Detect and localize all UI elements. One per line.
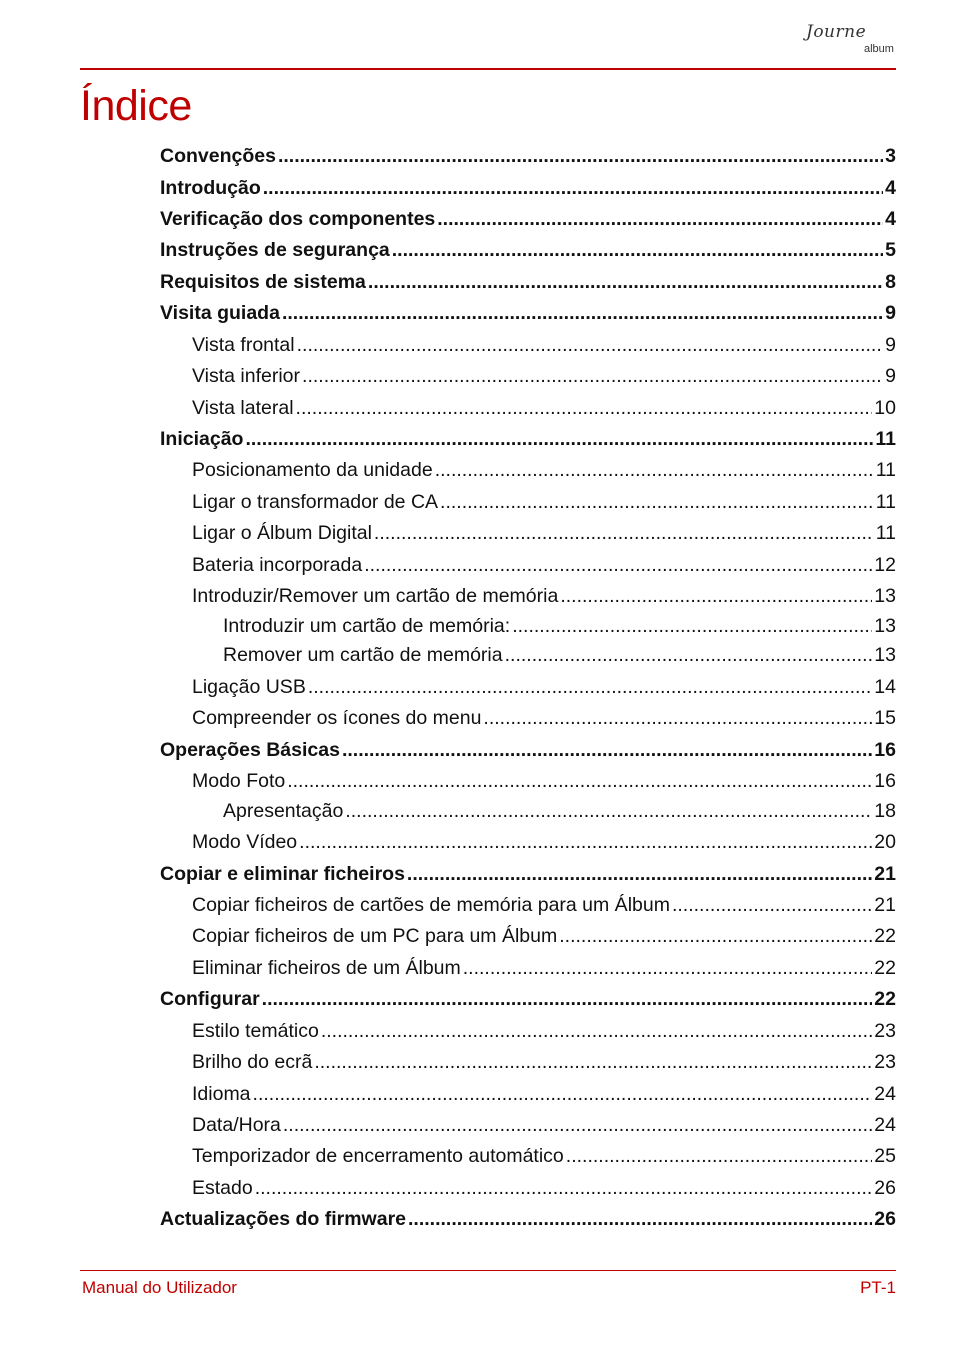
- toc-dot-leader: [408, 1207, 872, 1231]
- toc-entry-page: 18: [874, 800, 896, 822]
- toc-entry[interactable]: [192, 1019, 896, 1043]
- toc-entry-title: Compreender os ícones do menu: [192, 707, 482, 729]
- toc-entry[interactable]: [192, 924, 896, 948]
- toc-entry-page: 4: [885, 208, 896, 230]
- toc-entry-page: 26: [874, 1208, 896, 1230]
- toc-entry[interactable]: [160, 301, 896, 325]
- toc-entry-page: 22: [874, 957, 896, 979]
- toc-entry[interactable]: [192, 675, 896, 699]
- page-title: Índice: [80, 82, 192, 130]
- toc-entry-page: 21: [874, 894, 896, 916]
- toc-entry-title: Actualizações do firmware: [160, 1208, 406, 1230]
- toc-entry-page: 15: [874, 707, 896, 729]
- footer-page-number: PT-1: [860, 1278, 896, 1297]
- toc-dot-leader: [262, 987, 873, 1011]
- toc-dot-leader: [253, 1082, 873, 1106]
- toc-entry-page: 23: [874, 1020, 896, 1042]
- toc-entry-title: Operações Básicas: [160, 739, 340, 761]
- toc-dot-leader: [321, 1019, 872, 1043]
- toc-entry-page: 11: [875, 428, 896, 450]
- toc-entry-title: Temporizador de encerramento automático: [192, 1145, 564, 1167]
- toc-entry-title: Vista frontal: [192, 334, 295, 356]
- toc-entry-page: 24: [874, 1083, 896, 1105]
- toc-entry-page: 16: [874, 739, 896, 761]
- toc-entry[interactable]: [192, 956, 896, 980]
- toc-entry-title: Vista lateral: [192, 397, 294, 419]
- toc-entry-page: 23: [874, 1051, 896, 1073]
- toc-entry-title: Remover um cartão de memória: [223, 644, 503, 666]
- toc-dot-leader: [374, 521, 874, 545]
- toc-entry-title: Visita guiada: [160, 302, 280, 324]
- toc-entry[interactable]: [160, 987, 896, 1011]
- toc-dot-leader: [302, 364, 883, 388]
- toc-entry-title: Ligar o Álbum Digital: [192, 522, 372, 544]
- toc-entry[interactable]: [192, 458, 896, 482]
- toc-dot-leader: [368, 270, 883, 294]
- toc-dot-leader: [407, 862, 872, 886]
- toc-dot-leader: [672, 893, 872, 917]
- toc-dot-leader: [263, 176, 883, 200]
- toc-entry[interactable]: [160, 207, 896, 231]
- toc-entry-title: Bateria incorporada: [192, 554, 363, 576]
- toc-entry-page: 9: [885, 334, 896, 356]
- toc-entry-title: Apresentação: [223, 800, 344, 822]
- footer-manual-title: Manual do Utilizador: [82, 1278, 237, 1297]
- toc-dot-leader: [345, 799, 872, 823]
- toc-entry[interactable]: [160, 144, 896, 168]
- toc-entry-page: 22: [874, 925, 896, 947]
- toc-entry-page: 13: [874, 644, 896, 666]
- toc-entry-title: Introduzir um cartão de memória:: [223, 615, 511, 637]
- toc-entry-page: 11: [875, 459, 896, 481]
- toc-entry-page: 21: [874, 863, 896, 885]
- toc-dot-leader: [278, 144, 883, 168]
- toc-entry-page: 3: [885, 145, 896, 167]
- toc-entry-title: Instruções de segurança: [160, 239, 390, 261]
- toc-dot-leader: [437, 207, 883, 231]
- toc-entry[interactable]: [192, 521, 896, 545]
- toc-dot-leader: [245, 427, 873, 451]
- toc-entry-title: Verificação dos componentes: [160, 208, 436, 230]
- footer-divider: [80, 1270, 896, 1271]
- toc-entry[interactable]: [192, 1176, 896, 1200]
- toc-entry-page: 14: [874, 676, 896, 698]
- toc-entry[interactable]: [160, 427, 896, 451]
- toc-dot-leader: [435, 458, 874, 482]
- toc-entry[interactable]: [192, 706, 896, 730]
- toc-dot-leader: [308, 675, 872, 699]
- toc-entry-title: Data/Hora: [192, 1114, 281, 1136]
- toc-entry-title: Modo Vídeo: [192, 831, 298, 853]
- toc-entry-title: Iniciação: [160, 428, 244, 450]
- toc-entry[interactable]: [160, 862, 896, 886]
- toc-entry-page: 24: [874, 1114, 896, 1136]
- toc-dot-leader: [297, 333, 884, 357]
- toc-entry-page: 26: [874, 1177, 896, 1199]
- toc-dot-leader: [392, 238, 883, 262]
- toc-entry[interactable]: [192, 769, 896, 793]
- toc-entry-page: 25: [874, 1145, 896, 1167]
- toc-dot-leader: [364, 553, 872, 577]
- toc-entry[interactable]: [160, 238, 896, 262]
- toc-entry-title: Copiar ficheiros de um PC para um Álbum: [192, 925, 558, 947]
- toc-entry-title: Introdução: [160, 177, 261, 199]
- toc-entry[interactable]: [192, 584, 896, 608]
- toc-entry[interactable]: [160, 1207, 896, 1231]
- toc-dot-leader: [566, 1144, 873, 1168]
- toc-entry-page: 13: [874, 585, 896, 607]
- toc-dot-leader: [512, 614, 872, 638]
- toc-dot-leader: [255, 1176, 873, 1200]
- toc-dot-leader: [296, 396, 873, 420]
- toc-entry-title: Vista inferior: [192, 365, 301, 387]
- toc-entry-page: 12: [874, 554, 896, 576]
- toc-entry[interactable]: [223, 799, 896, 823]
- toc-entry[interactable]: [160, 176, 896, 200]
- toc-entry[interactable]: [192, 1050, 896, 1074]
- toc-entry-title: Copiar e eliminar ficheiros: [160, 863, 405, 885]
- toc-entry[interactable]: [192, 1113, 896, 1137]
- toc-entry[interactable]: [192, 830, 896, 854]
- toc-entry-title: Configurar: [160, 988, 260, 1010]
- toc-entry-title: Eliminar ficheiros de um Álbum: [192, 957, 461, 979]
- toc-dot-leader: [282, 301, 883, 325]
- logo-sub: album: [864, 43, 894, 55]
- toc-entry-title: Requisitos de sistema: [160, 271, 366, 293]
- toc-entry-page: 13: [874, 615, 896, 637]
- toc-entry-page: 11: [875, 522, 896, 544]
- toc-entry[interactable]: [160, 270, 896, 294]
- toc-entry-page: 8: [885, 271, 896, 293]
- toc-entry[interactable]: [192, 893, 896, 917]
- toc-dot-leader: [559, 924, 872, 948]
- toc-entry-title: Brilho do ecrã: [192, 1051, 313, 1073]
- toc-entry-page: 4: [885, 177, 896, 199]
- toc-entry-title: Ligação USB: [192, 676, 306, 698]
- toc-entry-page: 11: [875, 491, 896, 513]
- toc-entry[interactable]: [223, 643, 896, 667]
- toc-entry-title: Ligar o transformador de CA: [192, 491, 439, 513]
- toc-entry-title: Copiar ficheiros de cartões de memória para um Álbum: [192, 894, 670, 916]
- toc-entry[interactable]: [192, 1144, 896, 1168]
- toc-dot-leader: [299, 830, 872, 854]
- toc-dot-leader: [483, 706, 872, 730]
- toc-entry-title: Estado: [192, 1177, 253, 1199]
- toc-entry-page: 5: [885, 239, 896, 261]
- toc-entry-title: Estilo temático: [192, 1020, 319, 1042]
- logo-script: Journe: [806, 22, 867, 42]
- toc-dot-leader: [342, 738, 872, 762]
- toc-dot-leader: [463, 956, 873, 980]
- toc-entry[interactable]: [192, 396, 896, 420]
- toc-entry[interactable]: [223, 614, 896, 638]
- toc-entry-title: Modo Foto: [192, 770, 286, 792]
- toc-entry-title: Introduzir/Remover um cartão de memória: [192, 585, 559, 607]
- toc-entry-page: 16: [874, 770, 896, 792]
- toc-dot-leader: [560, 584, 872, 608]
- toc-entry-title: Posicionamento da unidade: [192, 459, 433, 481]
- toc-dot-leader: [287, 769, 872, 793]
- toc-dot-leader: [440, 490, 874, 514]
- toc-entry[interactable]: [192, 333, 896, 357]
- toc-entry-title: Convenções: [160, 145, 276, 167]
- toc-entry-page: 10: [874, 397, 896, 419]
- toc-dot-leader: [505, 643, 873, 667]
- toc-entry[interactable]: [160, 738, 896, 762]
- toc-dot-leader: [314, 1050, 872, 1074]
- toc-entry-page: 9: [885, 365, 896, 387]
- toc-entry-page: 9: [885, 302, 896, 324]
- toc-entry[interactable]: [192, 553, 896, 577]
- toc-entry[interactable]: [192, 364, 896, 388]
- toc-entry-page: 20: [874, 831, 896, 853]
- toc-entry[interactable]: [192, 1082, 896, 1106]
- toc-entry-page: 22: [874, 988, 896, 1010]
- toc-dot-leader: [283, 1113, 872, 1137]
- toc-entry[interactable]: [192, 490, 896, 514]
- toc-entry-title: Idioma: [192, 1083, 251, 1105]
